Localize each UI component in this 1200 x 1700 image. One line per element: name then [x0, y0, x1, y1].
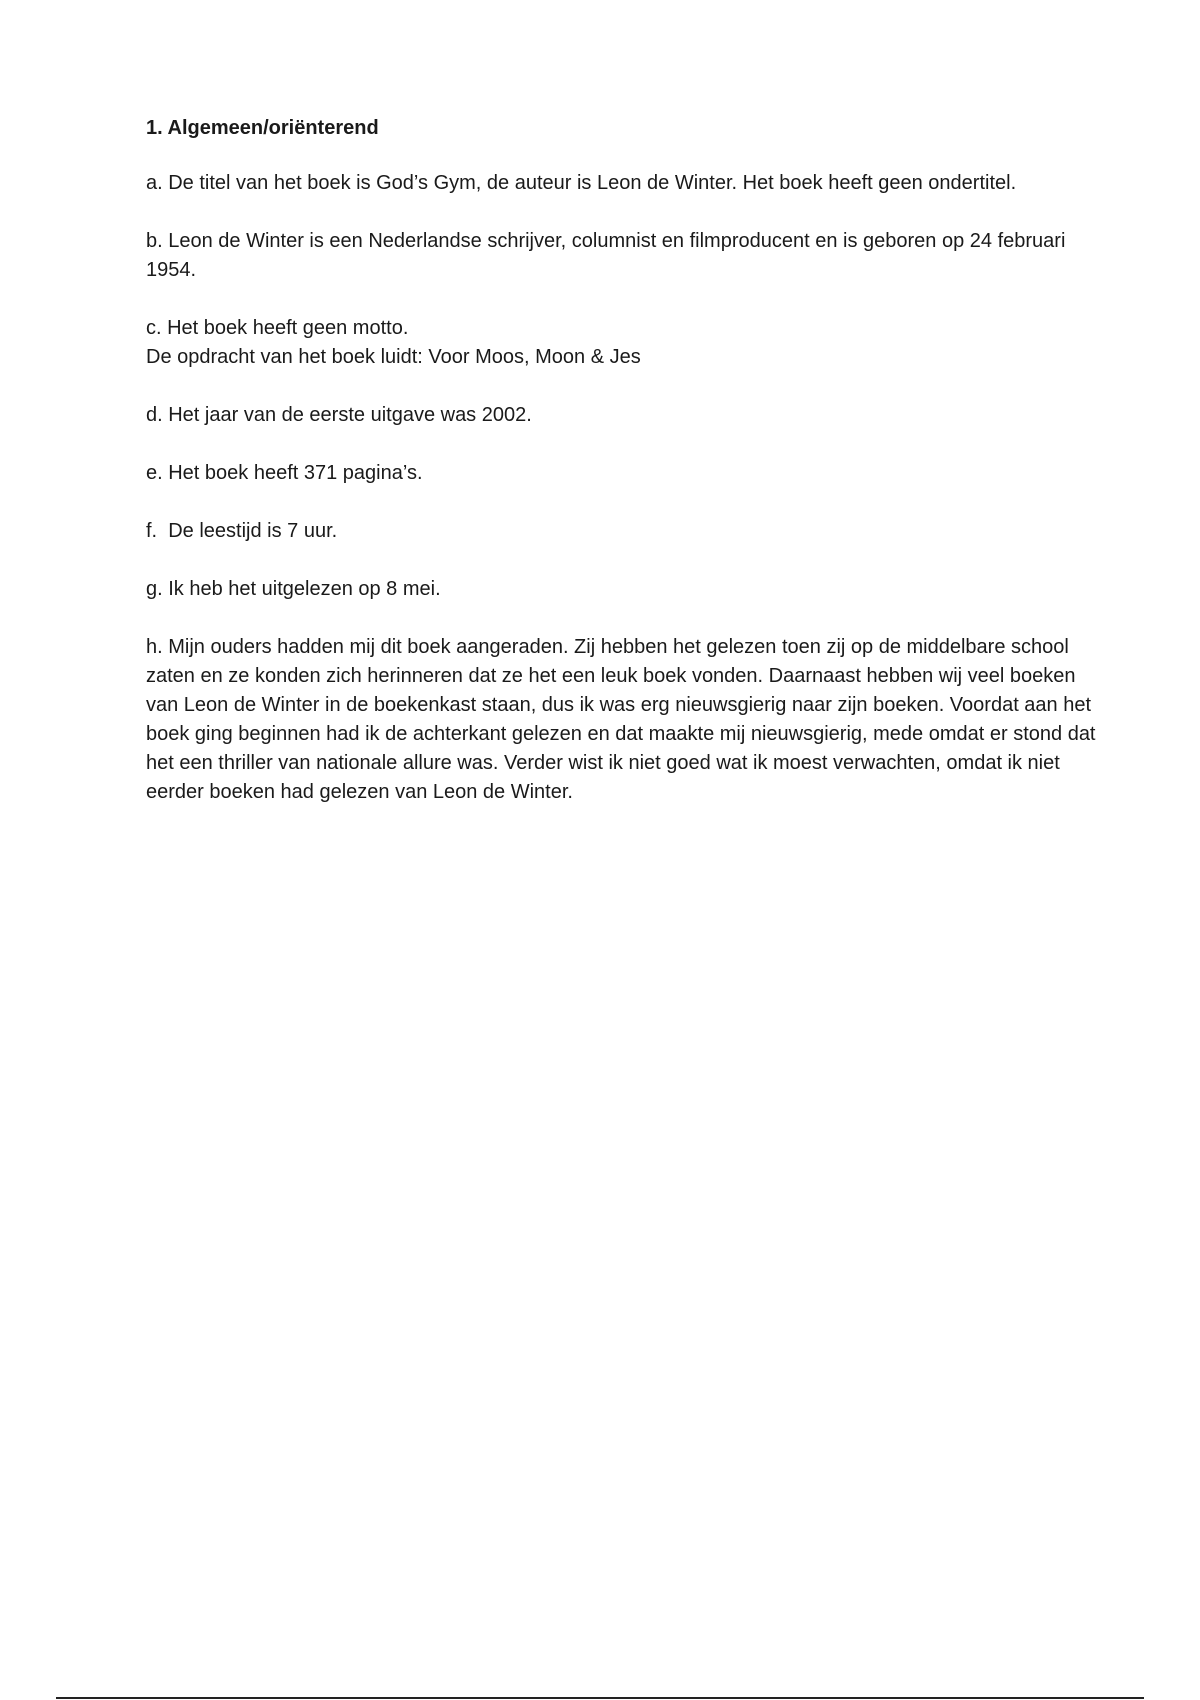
paragraph-b: b. Leon de Winter is een Nederlandse schrijver, columnist en filmproducent en is geboren op 24 februari 1954.: [146, 230, 1066, 281]
paragraph-c-dedication: De opdracht van het boek luidt: Voor Moos, Moon & Jes: [146, 346, 641, 368]
paragraph-h: h. Mijn ouders hadden mij dit boek aangeraden. Zij hebben het gelezen toen zij op de middelbare school zaten en ze konden zich herinneren dat ze het een leuk boek vonden. Daarnaast hebben wij veel boeken van Leon de Winter in de boekenkast staan, dus ik was erg nieuwsgierig naar zijn boeken. Voordat aan het boek ging beginnen had ik de achterkant gelezen en dat maakte mij nieuwsgierig, mede omdat er stond dat het een thriller van nationale allure was. Verder wist ik niet goed wat ik moest verwachten, omdat ik niet eerder boeken had gelezen van Leon de Winter.: [146, 636, 1096, 803]
paragraph-c: [146, 314, 1096, 372]
paragraph-a: a. De titel van het boek is God’s Gym, de auteur is Leon de Winter. Het boek heeft geen ondertitel.: [146, 172, 1017, 194]
paragraph-f: f. De leestijd is 7 uur.: [146, 520, 338, 542]
document-page: [146, 114, 1096, 836]
paragraph-e: e. Het boek heeft 371 pagina’s.: [146, 462, 423, 484]
page-bottom-divider: [56, 1697, 1144, 1699]
paragraph-d: d. Het jaar van de eerste uitgave was 2002.: [146, 404, 532, 426]
section-heading: 1. Algemeen/oriënterend: [146, 117, 379, 139]
paragraph-g: g. Ik heb het uitgelezen op 8 mei.: [146, 578, 441, 600]
paragraph-c-motto: c. Het boek heeft geen motto.: [146, 317, 409, 339]
